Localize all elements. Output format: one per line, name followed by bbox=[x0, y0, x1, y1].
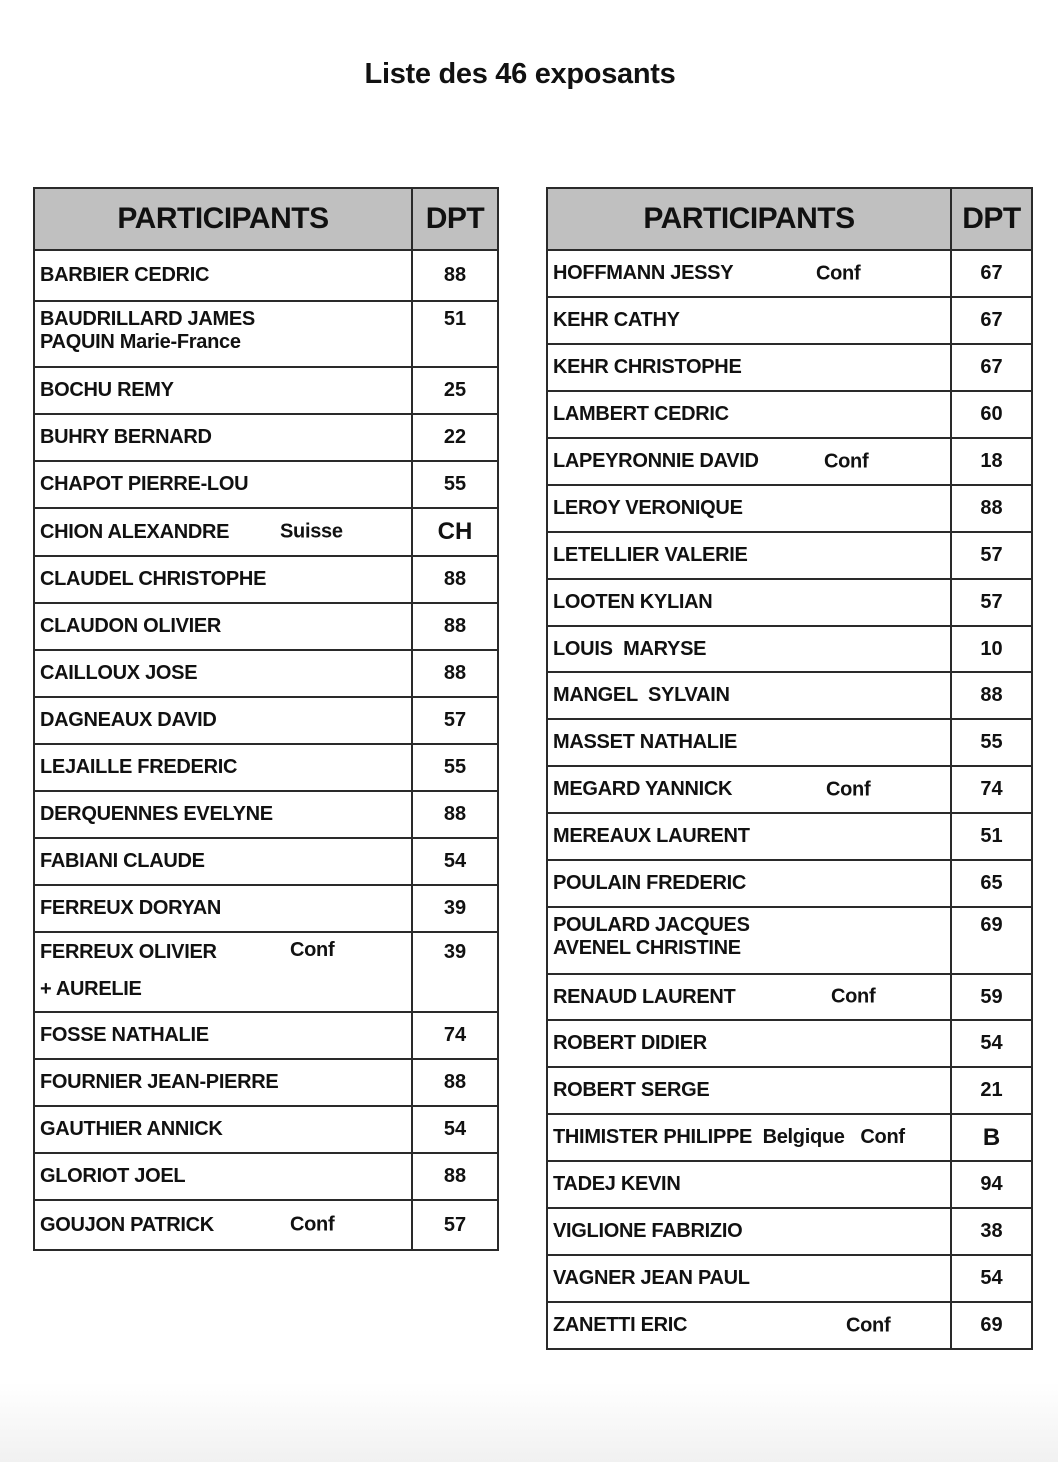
table-row bbox=[34, 1106, 498, 1153]
table-row bbox=[547, 1255, 1032, 1302]
participant-note: Conf bbox=[846, 1314, 891, 1336]
participant-note: Conf bbox=[826, 778, 871, 800]
department-cell: 88 bbox=[412, 250, 498, 301]
table-row bbox=[34, 414, 498, 461]
participant-name: MANGEL SYLVAIN bbox=[553, 684, 730, 706]
participant-name-cell bbox=[34, 414, 412, 461]
participant-name-cell bbox=[547, 860, 951, 907]
department-cell: 57 bbox=[412, 1200, 498, 1250]
participant-name: LOOTEN KYLIAN bbox=[553, 591, 713, 613]
department-cell: 55 bbox=[951, 719, 1032, 766]
table-row bbox=[34, 1059, 498, 1106]
table-row bbox=[34, 885, 498, 932]
participant-name-cell bbox=[34, 1059, 412, 1106]
participant-name-cell bbox=[34, 250, 412, 301]
table-row bbox=[547, 766, 1032, 813]
header-participants: PARTICIPANTS bbox=[547, 188, 951, 250]
header-participants: PARTICIPANTS bbox=[34, 188, 412, 250]
participant-name-cell bbox=[547, 532, 951, 579]
table-row bbox=[547, 907, 1032, 974]
participant-name: DAGNEAUX DAVID bbox=[40, 709, 217, 731]
participant-name-cell bbox=[547, 438, 951, 485]
department-cell: 88 bbox=[412, 650, 498, 697]
department-cell: 69 bbox=[951, 907, 1032, 974]
participant-name: POULARD JACQUES bbox=[553, 914, 750, 936]
table-row bbox=[547, 626, 1032, 672]
participant-name: FABIANI CLAUDE bbox=[40, 850, 205, 872]
participant-name-cell bbox=[547, 672, 951, 719]
table-header-row bbox=[34, 188, 498, 250]
participant-name: BAUDRILLARD JAMES bbox=[40, 308, 255, 330]
department-cell: 88 bbox=[412, 791, 498, 838]
table-row bbox=[34, 461, 498, 508]
participant-name-cell bbox=[34, 1200, 412, 1250]
participant-name-cell bbox=[547, 626, 951, 672]
participant-name: FERREUX DORYAN bbox=[40, 897, 222, 919]
table-row bbox=[547, 344, 1032, 391]
department-cell: 18 bbox=[951, 438, 1032, 485]
participant-name-cell bbox=[34, 461, 412, 508]
participant-name: LEJAILLE FREDERIC bbox=[40, 756, 238, 778]
department-cell: 21 bbox=[951, 1067, 1032, 1114]
department-cell: 25 bbox=[412, 367, 498, 414]
participant-name-cell bbox=[34, 1012, 412, 1059]
participant-name-cell bbox=[547, 1114, 951, 1161]
participant-name: DERQUENNES EVELYNE bbox=[40, 803, 273, 825]
participant-name: MEGARD YANNICK bbox=[553, 778, 733, 800]
department-cell: 67 bbox=[951, 344, 1032, 391]
participant-name-second-line: PAQUIN Marie-France bbox=[40, 331, 241, 353]
participant-name: GLORIOT JOEL bbox=[40, 1165, 186, 1187]
department-cell: 67 bbox=[951, 250, 1032, 297]
department-cell: 51 bbox=[951, 813, 1032, 860]
participant-name: LAPEYRONNIE DAVID bbox=[553, 450, 759, 472]
participant-name-cell bbox=[34, 603, 412, 650]
table-row bbox=[34, 603, 498, 650]
participant-name: ROBERT SERGE bbox=[553, 1079, 710, 1101]
participant-name: FOSSE NATHALIE bbox=[40, 1024, 209, 1046]
table-header-row bbox=[547, 188, 1032, 250]
participant-name: LETELLIER VALERIE bbox=[553, 544, 748, 566]
table-row bbox=[547, 250, 1032, 297]
table-row bbox=[547, 813, 1032, 860]
participant-name-cell bbox=[34, 838, 412, 885]
participant-name-cell bbox=[34, 697, 412, 744]
participant-name-cell bbox=[34, 1106, 412, 1153]
participant-name-cell bbox=[34, 650, 412, 697]
table-row bbox=[34, 508, 498, 556]
table-row bbox=[34, 697, 498, 744]
department-cell: 10 bbox=[951, 626, 1032, 672]
participant-name: CHION ALEXANDRE bbox=[40, 520, 230, 543]
participant-name-cell bbox=[547, 907, 951, 974]
participant-name-cell bbox=[34, 508, 412, 556]
participant-name: THIMISTER PHILIPPE Belgique Conf bbox=[553, 1126, 905, 1148]
participant-name-cell bbox=[547, 1208, 951, 1255]
participant-name: ZANETTI ERIC bbox=[553, 1314, 688, 1336]
department-cell: 39 bbox=[412, 885, 498, 932]
participant-name: VAGNER JEAN PAUL bbox=[553, 1267, 750, 1289]
department-cell: B bbox=[951, 1114, 1032, 1161]
table-row bbox=[547, 532, 1032, 579]
department-cell: 94 bbox=[951, 1161, 1032, 1208]
table-row bbox=[547, 1208, 1032, 1255]
participants-table-right bbox=[546, 187, 1033, 1350]
department-cell: 54 bbox=[412, 838, 498, 885]
participant-note: Conf bbox=[816, 262, 861, 284]
department-cell: 57 bbox=[951, 579, 1032, 626]
participant-name-cell bbox=[547, 344, 951, 391]
table-row bbox=[547, 860, 1032, 907]
participant-name: MEREAUX LAURENT bbox=[553, 825, 750, 847]
table-row bbox=[34, 556, 498, 603]
department-cell: 22 bbox=[412, 414, 498, 461]
participant-note: Suisse bbox=[280, 520, 343, 543]
table-row bbox=[34, 367, 498, 414]
participant-name-second-line: + AURELIE bbox=[40, 978, 142, 1000]
participant-name: VIGLIONE FABRIZIO bbox=[553, 1220, 743, 1242]
department-cell: 54 bbox=[951, 1020, 1032, 1067]
participant-name-cell bbox=[547, 250, 951, 297]
participant-name: BARBIER CEDRIC bbox=[40, 264, 210, 286]
participant-name-cell bbox=[34, 301, 412, 367]
department-cell: 60 bbox=[951, 391, 1032, 438]
participant-name-cell bbox=[547, 1067, 951, 1114]
participant-name: ROBERT DIDIER bbox=[553, 1032, 707, 1054]
department-cell: 51 bbox=[412, 301, 498, 367]
department-cell: 88 bbox=[412, 1059, 498, 1106]
department-cell: 74 bbox=[412, 1012, 498, 1059]
participant-name: MASSET NATHALIE bbox=[553, 731, 738, 753]
table-row bbox=[34, 1200, 498, 1250]
department-cell: 74 bbox=[951, 766, 1032, 813]
table-row bbox=[547, 974, 1032, 1020]
participant-name-cell bbox=[34, 744, 412, 791]
participant-name-cell bbox=[547, 1302, 951, 1349]
participant-note: Conf bbox=[290, 939, 335, 961]
participant-name-cell bbox=[547, 297, 951, 344]
table-row bbox=[547, 438, 1032, 485]
department-cell: 57 bbox=[951, 532, 1032, 579]
participant-name: HOFFMANN JESSY bbox=[553, 262, 734, 284]
department-cell: 54 bbox=[412, 1106, 498, 1153]
participant-name-cell bbox=[34, 932, 412, 1012]
participant-note: Conf bbox=[831, 985, 876, 1008]
table-row bbox=[547, 297, 1032, 344]
table-row bbox=[34, 1012, 498, 1059]
participant-note: Conf bbox=[824, 450, 869, 472]
table-row bbox=[547, 719, 1032, 766]
table-row bbox=[547, 1114, 1032, 1161]
participant-name-cell bbox=[547, 974, 951, 1020]
table-row bbox=[34, 838, 498, 885]
participant-name: POULAIN FREDERIC bbox=[553, 872, 746, 894]
page-bottom-shadow bbox=[0, 1382, 1058, 1462]
participant-name-cell bbox=[34, 791, 412, 838]
participant-name: CAILLOUX JOSE bbox=[40, 662, 198, 684]
department-cell: 54 bbox=[951, 1255, 1032, 1302]
participant-name: TADEJ KEVIN bbox=[553, 1173, 681, 1195]
participant-name: CLAUDON OLIVIER bbox=[40, 615, 222, 637]
department-cell: 57 bbox=[412, 697, 498, 744]
participant-name: FOURNIER JEAN-PIERRE bbox=[40, 1071, 279, 1093]
participant-name: LAMBERT CEDRIC bbox=[553, 403, 729, 425]
participant-name: KEHR CATHY bbox=[553, 309, 680, 331]
participant-name: BOCHU REMY bbox=[40, 379, 174, 401]
participant-name: LOUIS MARYSE bbox=[553, 637, 707, 660]
participant-name-cell bbox=[34, 367, 412, 414]
table-row bbox=[34, 250, 498, 301]
participant-name-cell bbox=[547, 1020, 951, 1067]
participant-name-cell bbox=[547, 579, 951, 626]
table-row bbox=[34, 650, 498, 697]
participant-name: KEHR CHRISTOPHE bbox=[553, 356, 742, 378]
participant-name-cell bbox=[34, 556, 412, 603]
table-row bbox=[547, 485, 1032, 532]
participant-name: CLAUDEL CHRISTOPHE bbox=[40, 568, 267, 590]
table-row bbox=[547, 672, 1032, 719]
participant-name: CHAPOT PIERRE-LOU bbox=[40, 473, 249, 495]
participant-name: FERREUX OLIVIER bbox=[40, 941, 217, 963]
table-row bbox=[547, 1067, 1032, 1114]
header-dpt: DPT bbox=[412, 188, 498, 250]
participant-name: GAUTHIER ANNICK bbox=[40, 1118, 223, 1140]
table-row bbox=[34, 932, 498, 1012]
department-cell: 88 bbox=[412, 1153, 498, 1200]
department-cell: 88 bbox=[951, 672, 1032, 719]
participant-name-second-line: AVENEL CHRISTINE bbox=[553, 937, 741, 959]
department-cell: 88 bbox=[412, 556, 498, 603]
department-cell: 88 bbox=[951, 485, 1032, 532]
department-cell: 59 bbox=[951, 974, 1032, 1020]
table-row bbox=[34, 301, 498, 367]
table-row bbox=[34, 744, 498, 791]
department-cell: 65 bbox=[951, 860, 1032, 907]
department-cell: 67 bbox=[951, 297, 1032, 344]
department-cell: CH bbox=[412, 508, 498, 556]
department-cell: 69 bbox=[951, 1302, 1032, 1349]
participant-name-cell bbox=[547, 391, 951, 438]
page-title: Liste des 46 exposants bbox=[364, 58, 676, 90]
participant-name-cell bbox=[34, 885, 412, 932]
participant-name-cell bbox=[547, 1255, 951, 1302]
table-row bbox=[547, 579, 1032, 626]
participant-name: BUHRY BERNARD bbox=[40, 426, 212, 448]
department-cell: 39 bbox=[412, 932, 498, 1012]
participant-name-cell bbox=[547, 485, 951, 532]
participant-name: LEROY VERONIQUE bbox=[553, 497, 743, 519]
participant-name-cell bbox=[547, 719, 951, 766]
header-dpt: DPT bbox=[951, 188, 1032, 250]
department-cell: 38 bbox=[951, 1208, 1032, 1255]
department-cell: 55 bbox=[412, 744, 498, 791]
table-row bbox=[547, 1161, 1032, 1208]
participant-name: GOUJON PATRICK bbox=[40, 1213, 214, 1236]
table-row bbox=[547, 1302, 1032, 1349]
department-cell: 55 bbox=[412, 461, 498, 508]
department-cell: 88 bbox=[412, 603, 498, 650]
table-row bbox=[547, 391, 1032, 438]
participant-name-cell bbox=[547, 813, 951, 860]
participant-name: RENAUD LAURENT bbox=[553, 985, 736, 1008]
participant-name-cell bbox=[547, 766, 951, 813]
participant-name-cell bbox=[547, 1161, 951, 1208]
participant-note: Conf bbox=[290, 1213, 335, 1236]
participants-table-left bbox=[33, 187, 499, 1251]
table-row bbox=[34, 1153, 498, 1200]
table-row bbox=[34, 791, 498, 838]
participant-name-cell bbox=[34, 1153, 412, 1200]
table-row bbox=[547, 1020, 1032, 1067]
